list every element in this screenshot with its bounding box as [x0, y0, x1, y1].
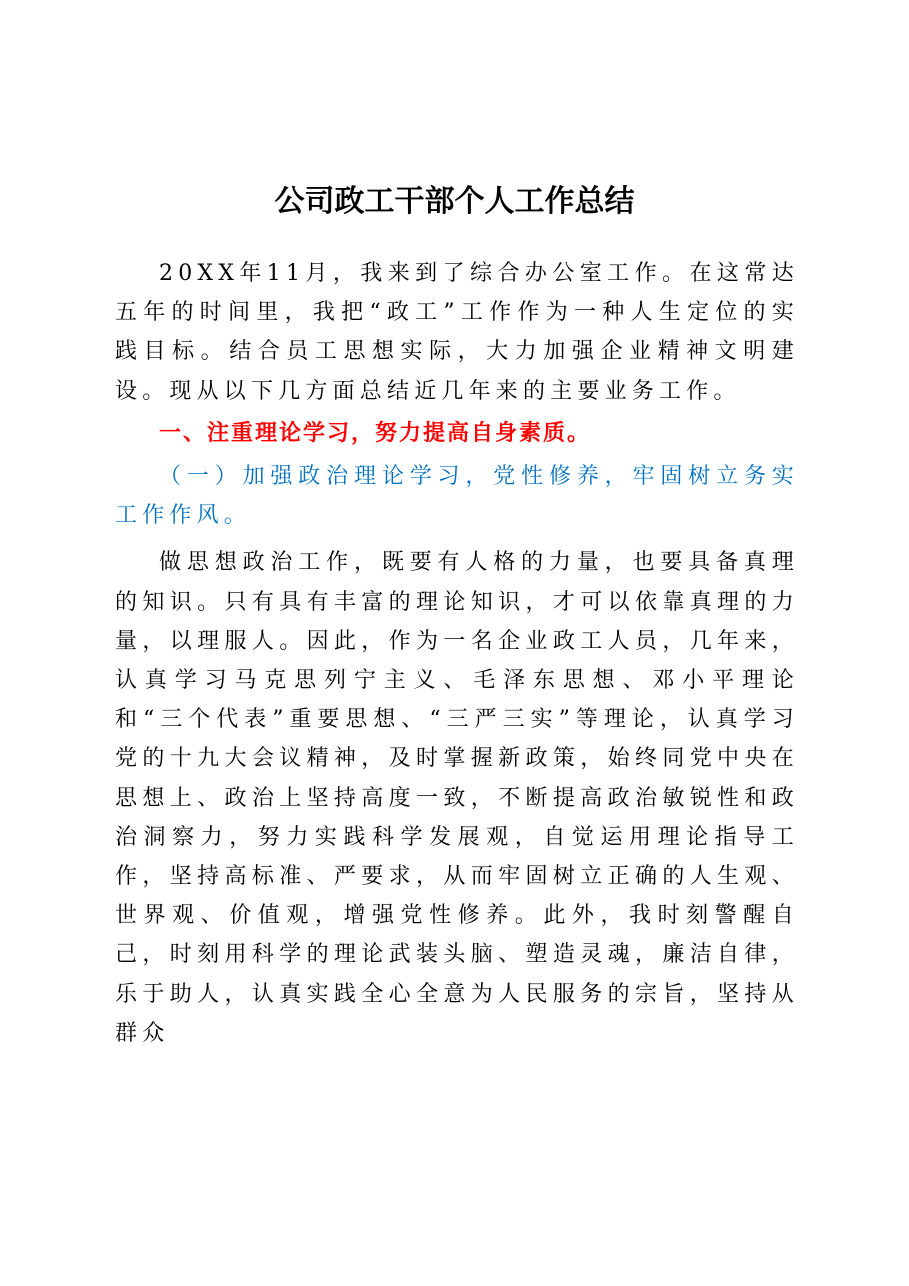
- document-title: 公司政工干部个人工作总结: [274, 184, 635, 219]
- body-paragraph: 做思想政治工作，既要有人格的力量，也要具备真理的知识。只有具有丰富的理论知识，才可以依靠真理的力量，以理服人。因此，作为一名企业政工人员，几年来，认真学习马克思列宁主义、毛泽东思想、邓小平理论和“三个代表”重要思想、“三严三实”等理论，认真学习党的十九大会议精神，及时掌握新政策，始终同党中央在思想上、政治上坚持高度一致，不断提高政治敏锐性和政治洞察力，努力实践科学发展观，自觉运用理论指导工作，坚持高标准、严要求，从而牢固树立正确的人生观、世界观、价值观，增强党性修养。此外，我时刻警醒自己，时刻用科学的理论武装头脑、塑造灵魂，廉洁自律，乐于助人，认真实践全心全意为人民服务的宗旨，坚持从群众: [115, 550, 799, 1046]
- document-body: [115, 254, 799, 1053]
- subsection-heading-1: （一）加强政治理论学习，党性修养，牢固树立务实工作作风。: [115, 464, 799, 529]
- section-heading-1: 一、注重理论学习，努力提高自身素质。: [159, 420, 592, 446]
- intro-paragraph: 20XX年11月，我来到了综合办公室工作。在这常达五年的时间里，我把“政工”工作作为一种人生定位的实践目标。结合员工思想实际，大力加强企业精神文明建设。现从以下几方面总结近几年来的主要业务工作。: [115, 261, 799, 404]
